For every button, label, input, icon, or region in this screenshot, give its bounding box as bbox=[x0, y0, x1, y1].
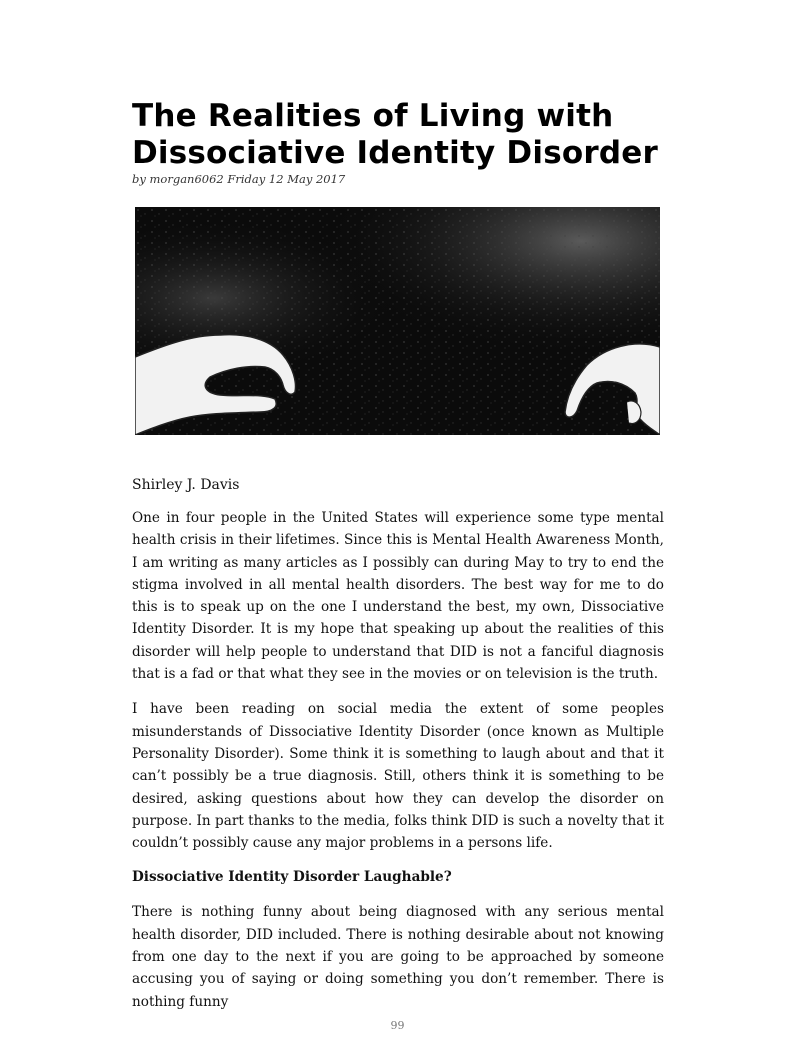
paragraph: I have been reading on social media the extent of some peoples misunderstands of Dissociative Identity Disorder (once known as Multiple Personality Disorder). Some think it is something to laugh about and that it can’t possibly be a true diagnosis. Still, others think it is something to be desired, asking questions about how they can develop the disorder on purpose. In part thanks to the media, folks think DID is such a novelty that it couldn’t possibly cause any major problems in a persons life. bbox=[132, 701, 664, 852]
byline: by morgan6062 Friday 12 May 2017 bbox=[132, 172, 346, 186]
article-title: The Realities of Living with Dissociative Identity Disorder bbox=[132, 98, 658, 171]
hero-image bbox=[135, 207, 660, 435]
hands-reaching-image bbox=[135, 207, 660, 435]
author-name: Shirley J. Davis bbox=[132, 477, 240, 493]
paragraph: One in four people in the United States will experience some type mental health crisis in their lifetimes. Since this is Mental Health Awareness Month, I am writing as many articles as I possibly can during May to try to end the stigma involved in all mental health disorders. The best way for me to do this is to speak up on the one I understand the best, my own, Dissociative Identity Disorder. It is my hope that speaking up about the realities of this disorder will help people to understand that DID is not a fanciful diagnosis that is a fad or that what they see in the movies or on television is the truth. bbox=[132, 510, 664, 683]
paragraph: There is nothing funny about being diagnosed with any serious mental health disorder, DID included. There is nothing desirable about not knowing from one day to the next if you are going to be approached by someone accusing you of saying or doing something you don’t remember. There is nothing funny bbox=[132, 904, 664, 1010]
page-number: 99 bbox=[390, 1019, 405, 1032]
article bbox=[132, 98, 664, 1013]
section-heading: Dissociative Identity Disorder Laughable? bbox=[132, 869, 452, 886]
